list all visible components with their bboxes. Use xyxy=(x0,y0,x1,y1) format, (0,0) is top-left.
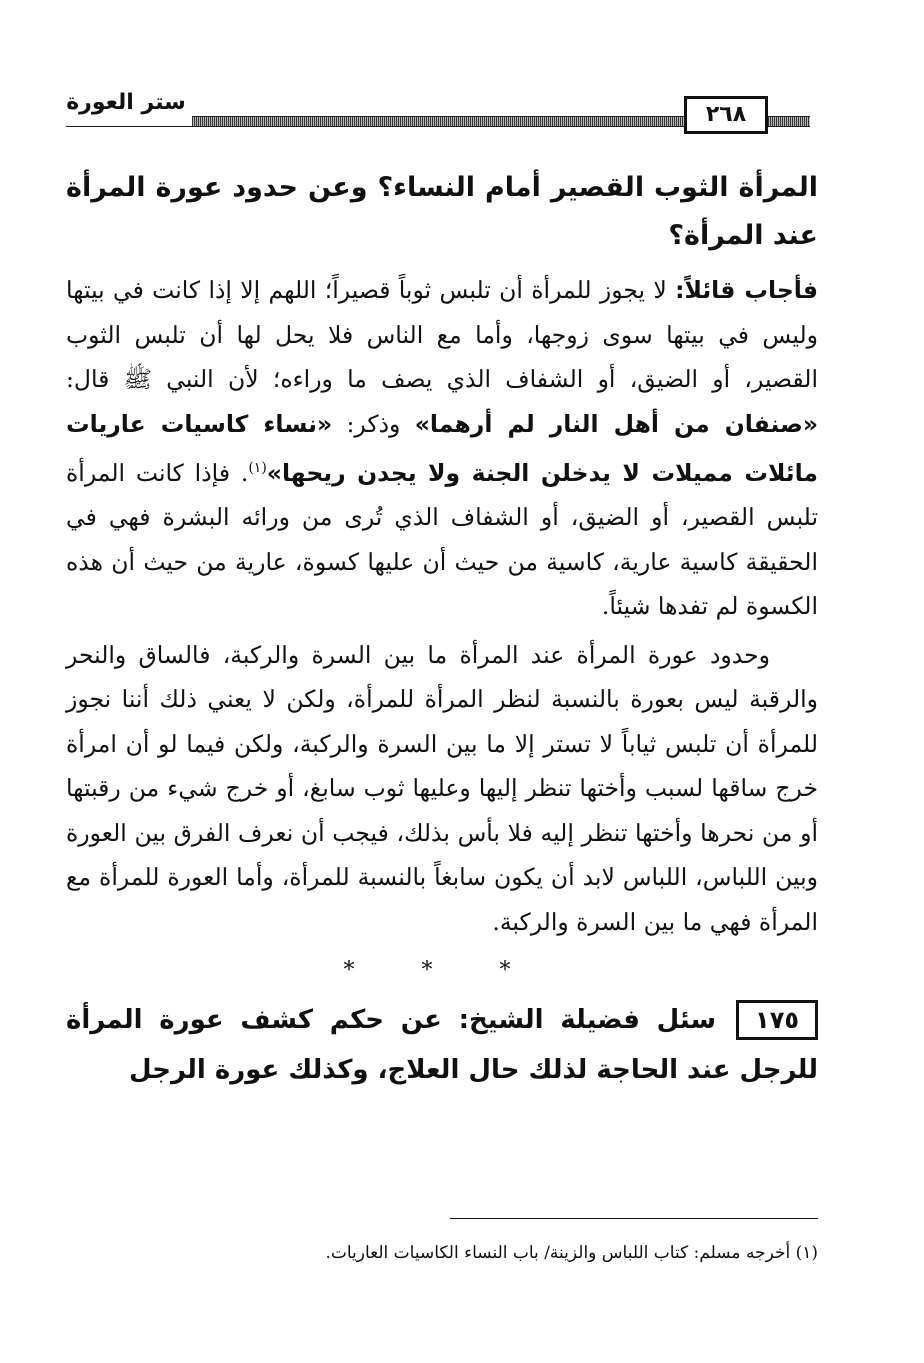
question-number-box: ١٧٥ xyxy=(736,1000,818,1040)
question-175 xyxy=(66,995,818,1095)
question-continuation: المرأة الثوب القصير أمام النساء؟ وعن حدود عورة المرأة عند المرأة؟ xyxy=(66,172,818,251)
answer-paragraph xyxy=(66,268,818,629)
answer-text-1: لا يجوز للمرأة أن تلبس ثوباً قصيراً؛ اللهم إلا إذا كانت في بيتها وليس في بيتها سوى زوجها، وأما مع الناس فلا يحل لها أن تلبس الثوب القصير، أو الضيق، أو الشفاف الذي يصف ما وراءه؛ لأن النبي ﷺ قال: xyxy=(66,276,818,393)
answer-text-3: . فإذا كانت المرأة تلبس القصير، أو الضيق، أو الشفاف الذي تُرى من ورائه البشرة فهي في الحقيقة كاسية عارية، كاسية من حيث أن عليها كسوة، عارية من حيث أن هذه الكسوة لم تفدها شيئاً. xyxy=(66,458,818,621)
page-header xyxy=(66,90,810,134)
hadith-quote-1: «صنفان من أهل النار لم أرهما» xyxy=(414,409,819,438)
footnote-divider xyxy=(450,1218,818,1219)
section-separator: * * * xyxy=(343,958,541,984)
footnote-reference: (١) xyxy=(248,460,267,476)
page-body xyxy=(66,164,818,1095)
answer-lead: فأجاب قائلاً: xyxy=(675,276,818,304)
answer-text-2: وذكر: xyxy=(332,409,415,438)
running-title: ستر العورة xyxy=(66,90,192,126)
question-175-text: سئل فضيلة الشيخ: عن حكم كشف عورة المرأة للرجل عند الحاجة لذلك حال العلاج، وكذلك عورة الرجل xyxy=(66,1005,818,1086)
footnote: (١) أخرجه مسلم: كتاب اللباس والزينة/ باب النساء الكاسيات العاريات. xyxy=(325,1243,818,1263)
hadith-quote-2: «نساء كاسيات عاريات مائلات مميلات لا يدخلن الجنة ولا يجدن ريحها» xyxy=(66,409,818,487)
awrah-limits-paragraph: وحدود عورة المرأة عند المرأة ما بين السرة والركبة، فالساق والنحر والرقبة ليس بعورة بالنسبة لنظر المرأة للمرأة، ولكن لا يعني ذلك أننا نجوز للمرأة أن تلبس ثياباً لا تستر إلا ما بين السرة والركبة، ولكن فيما لو أن امرأة خرج ساقها لسبب وأختها تنظر إليها وعليها ثوب سابغ، أو خرج شيء من رقبتها أو من نحرها وأختها تنظر إليه فلا بأس بذلك، فيجب أن نعرف الفرق بين العورة وبين اللباس، اللباس لابد أن يكون سابغاً بالنسبة للمرأة، وأما العورة للمرأة مع المرأة فهي ما بين السرة والركبة. xyxy=(66,640,818,936)
page-number: ٢٦٨ xyxy=(684,96,768,134)
